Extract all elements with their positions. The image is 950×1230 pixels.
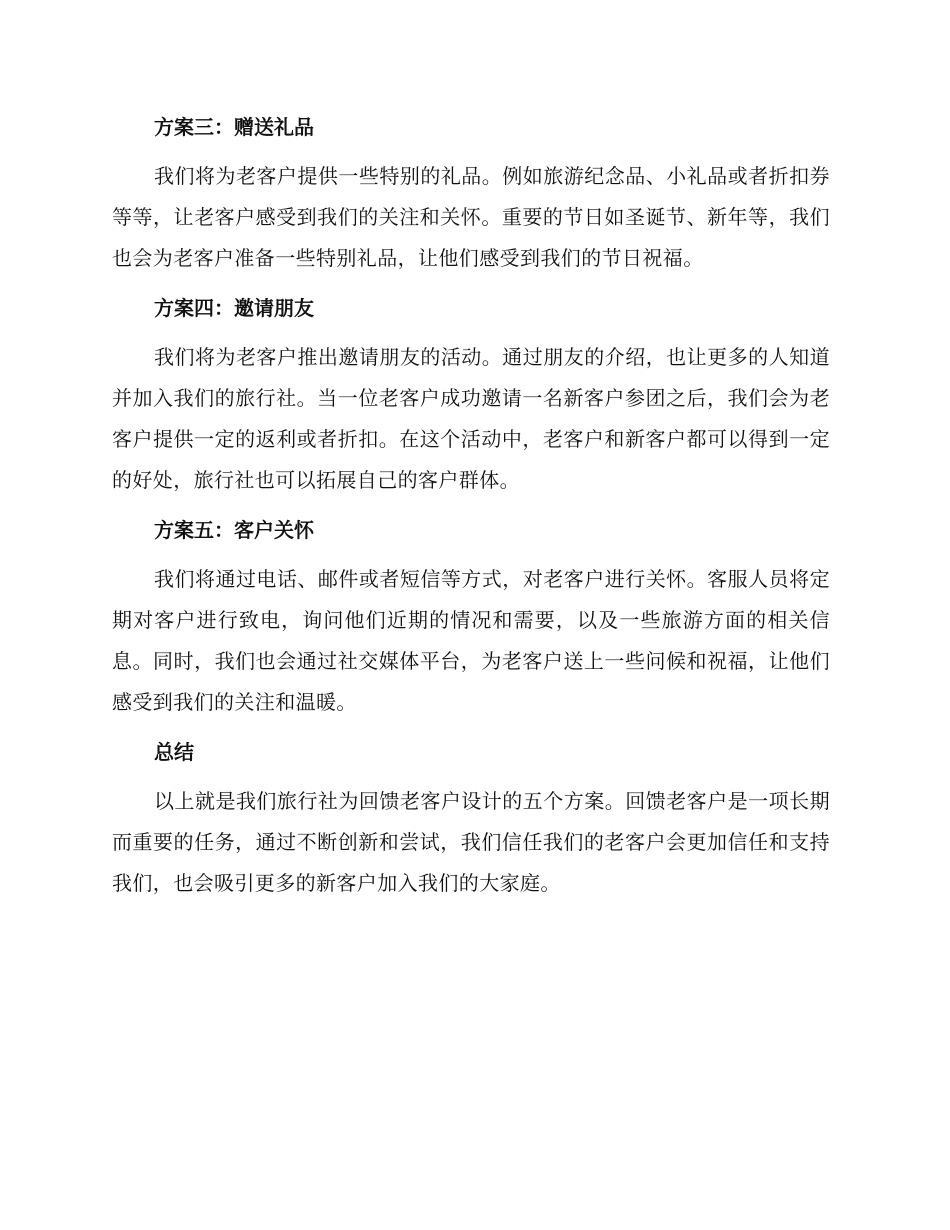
section-heading-plan-five: 方案五：客户关怀 [154, 518, 314, 542]
section-heading-summary: 总结 [154, 740, 194, 764]
section-body-plan-three: 我们将为老客户提供一些特别的礼品。例如旅游纪念品、小礼品或者折扣券等等，让老客户感受到我们的关注和关怀。重要的节日如圣诞节、新年等，我们也会为老客户准备一些特别礼品，让他们感受到我们的节日祝福。 [112, 164, 830, 270]
section-body-plan-four: 我们将为老客户推出邀请朋友的活动。通过朋友的介绍，也让更多的人知道并加入我们的旅行社。当一位老客户成功邀请一名新客户参团之后，我们会为老客户提供一定的返利或者折扣。在这个活动中，老客户和新客户都可以得到一定的好处，旅行社也可以拓展自己的客户群体。 [112, 345, 830, 492]
section-body-plan-five: 我们将通过电话、邮件或者短信等方式，对老客户进行关怀。客服人员将定期对客户进行致电，询问他们近期的情况和需要，以及一些旅游方面的相关信息。同时，我们也会通过社交媒体平台，为老客户送上一些问候和祝福，让他们感受到我们的关注和温暖。 [112, 567, 830, 714]
section-body-summary: 以上就是我们旅行社为回馈老客户设计的五个方案。回馈老客户是一项长期而重要的任务，通过不断创新和尝试，我们信任我们的老客户会更加信任和支持我们，也会吸引更多的新客户加入我们的大家庭。 [112, 789, 830, 895]
section-heading-plan-four: 方案四：邀请朋友 [154, 296, 314, 320]
section-heading-plan-three: 方案三：赠送礼品 [154, 115, 314, 139]
document-content [112, 106, 830, 912]
